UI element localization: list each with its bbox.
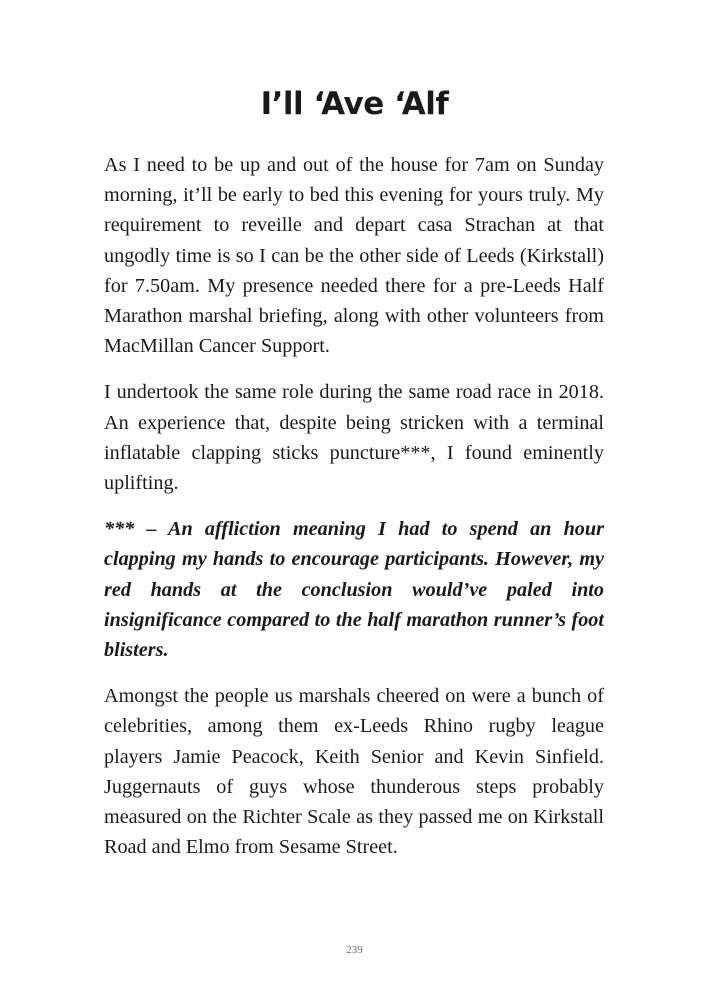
chapter-title: I’ll ‘Ave ‘Alf — [260, 86, 449, 122]
paragraph: Amongst the people us marshals cheered on were a bunch of celebrities, among them ex-Leeds Rhino rugby league players Jamie Peacock, Keith Senior and Kevin Sinfield. Juggernauts of guys whose thunderous steps probably measured on the Richter Scale as they passed me on Kirkstall Road and Elmo from Sesame Street. — [104, 685, 604, 859]
body-text — [104, 150, 604, 878]
paragraph: I undertook the same role during the same road race in 2018. An experience that, despite being stricken with a terminal inflatable clapping sticks puncture***, I found eminently uplifting. — [104, 381, 604, 495]
footnote-paragraph: *** – An affliction meaning I had to spend an hour clapping my hands to encourage participants. However, my red hands at the conclusion would’ve paled into insignificance compared to the half marathon runner’s foot blisters. — [104, 518, 604, 662]
paragraph: As I need to be up and out of the house for 7am on Sunday morning, it’ll be early to bed this evening for yours truly. My requirement to reveille and depart casa Strachan at that ungodly time is so I can be the other side of Leeds (Kirkstall) for 7.50am. My presence needed there for a pre-Leeds Half Marathon marshal briefing, along with other volunteers from MacMillan Cancer Support. — [104, 154, 604, 358]
page-number: 239 — [346, 944, 363, 956]
